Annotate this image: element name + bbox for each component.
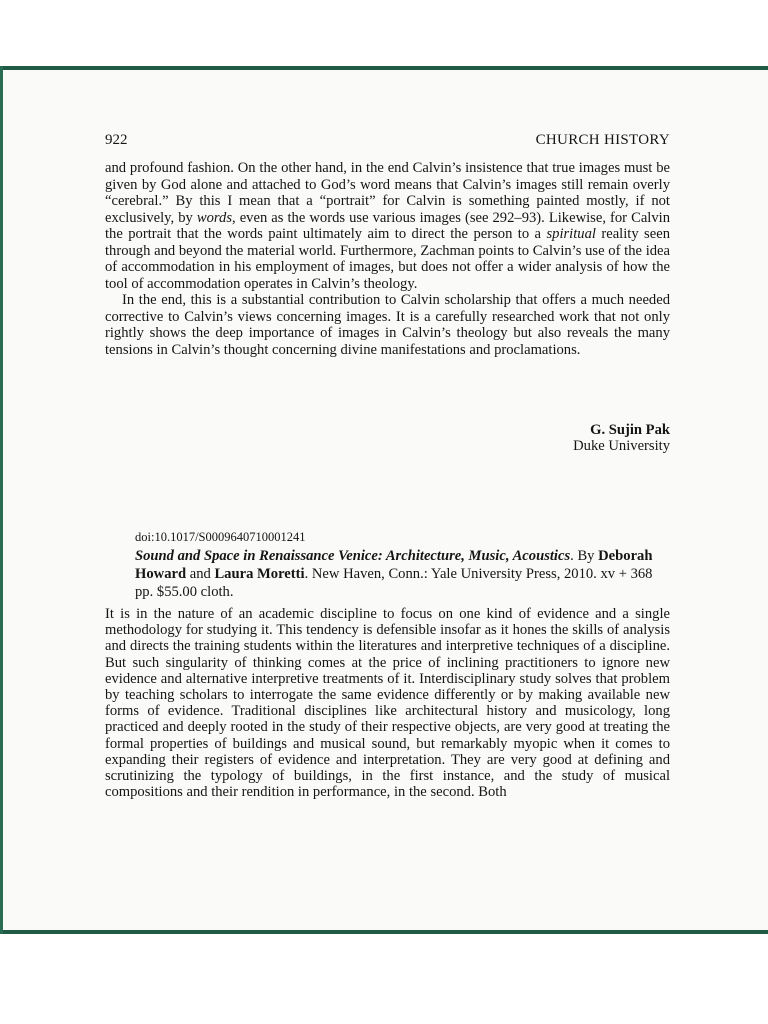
page-header [105, 132, 670, 152]
review-2-heading [135, 529, 670, 601]
reviewer-name: G. Sujin Pak [590, 422, 670, 438]
book-citation: Sound and Space in Renaissance Venice: Architecture, Music, Acoustics. By Deborah Howard and Laura Moretti. New Haven, Conn.: Yale University Press, 2010. xv + 368 pp. $55.00 cloth. [135, 548, 653, 600]
running-head: CHURCH HISTORY [535, 132, 670, 148]
publication-info: . New Haven, Conn.: Yale University Press, 2010. xv + 368 pp. $55.00 cloth. [135, 566, 653, 600]
doi: doi:10.1017/S0009640710001241 [135, 530, 306, 544]
author-1: Deborah Howard [135, 548, 653, 582]
review-2-body [105, 606, 670, 800]
author-2: Laura Moretti [214, 566, 305, 582]
book-title: Sound and Space in Renaissance Venice: Architecture, Music, Acoustics [135, 548, 571, 564]
review-1-paragraph-2: In the end, this is a substantial contribution to Calvin scholarship that offers a much needed corrective to Calvin’s views concerning images. It is a carefully researched work that not only rightly shows the deep importance of images in Calvin’s theology but also reveals the many tensions in Calvin’s thought concerning divine manifestations and proclamations. [105, 292, 670, 358]
review-1-body [105, 160, 670, 358]
review-1-paragraph-1: and profound fashion. On the other hand, in the end Calvin’s insistence that true images must be given by God alone and attached to God’s word means that Calvin’s images still remain overly “cerebral.” By this I mean that a “portrait” for Calvin is something painted mostly, if not exclusively, by words, even as the words use various images (see 292–93). Likewise, for Calvin the portrait that the words paint ultimately aim to direct the person to a spiritual reality seen through and beyond the material world. Furthermore, Zachman points to Calvin’s use of the idea of accommodation in his employment of images, but does not offer a wider analysis of how the tool of accommodation operates in Calvin’s theology. [105, 160, 671, 292]
review-2-paragraph: It is in the nature of an academic discipline to focus on one kind of evidence and a single methodology for studying it. This tendency is defensible insofar as it hones the skills of analysis and directs the training students within the literatures and interpretive techniques of a discipline. But such singularity of thinking comes at the price of inclining practitioners to ignore new evidence and alternative interpretive treatments of it. Interdisciplinary study solves that problem by teaching scholars to interrogate the same evidence differently or by making available new forms of evidence. Traditional disciplines like architectural history and musicology, long practiced and deeply rooted in the study of their respective objects, are very good at treating the formal properties of buildings and musical sound, but remarkably myopic when it comes to expanding their registers of evidence and interpretation. They are very good at defining and scrutinizing the typology of buildings, in the first instance, and the study of musical compositions and their rendition in performance, in the second. Both [105, 606, 670, 801]
reviewer-signature [573, 422, 670, 454]
reviewer-affiliation: Duke University [573, 438, 670, 454]
page-number: 922 [105, 132, 128, 148]
page-edge [0, 66, 3, 934]
